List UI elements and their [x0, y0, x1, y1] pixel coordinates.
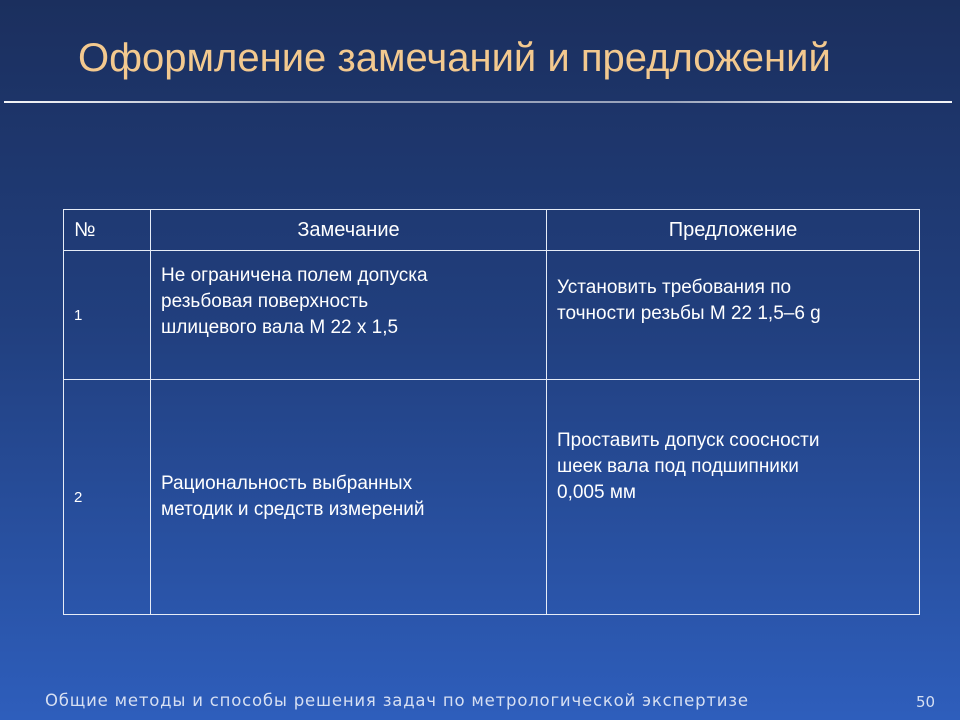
remark-cell	[151, 251, 547, 380]
header-number: №	[64, 210, 151, 251]
slide-title: Оформление замечаний и предложений	[78, 36, 831, 80]
row-number: 2	[64, 380, 151, 615]
table-header-row	[64, 210, 920, 251]
header-proposal: Предложение	[547, 210, 920, 251]
table-row	[64, 380, 920, 615]
remark-line: методик и средств измерений	[161, 499, 425, 520]
header-remark: Замечание	[151, 210, 547, 251]
remarks-table	[63, 209, 920, 615]
slide-footer: Общие методы и способы решения задач по метрологической экспертизе	[45, 691, 749, 710]
proposal-line: Проставить допуск соосности	[557, 430, 820, 451]
proposal-cell	[547, 251, 920, 380]
proposal-cell	[547, 380, 920, 615]
table-row	[64, 251, 920, 380]
remark-line: Рациональность выбранных	[161, 473, 413, 494]
proposal-line: точности резьбы М 22 1,5–6 g	[557, 303, 821, 324]
remark-line: шлицевого вала М 22 х 1,5	[161, 317, 399, 338]
title-divider	[4, 101, 952, 103]
proposal-line: шеек вала под подшипники	[557, 456, 799, 477]
remark-line: Не ограничена полем допуска	[161, 265, 428, 286]
remark-line: резьбовая поверхность	[161, 291, 369, 312]
row-number: 1	[64, 251, 151, 380]
proposal-line: 0,005 мм	[557, 482, 636, 503]
proposal-line: Установить требования по	[557, 277, 792, 298]
page-number: 50	[916, 693, 936, 711]
remark-cell	[151, 380, 547, 615]
